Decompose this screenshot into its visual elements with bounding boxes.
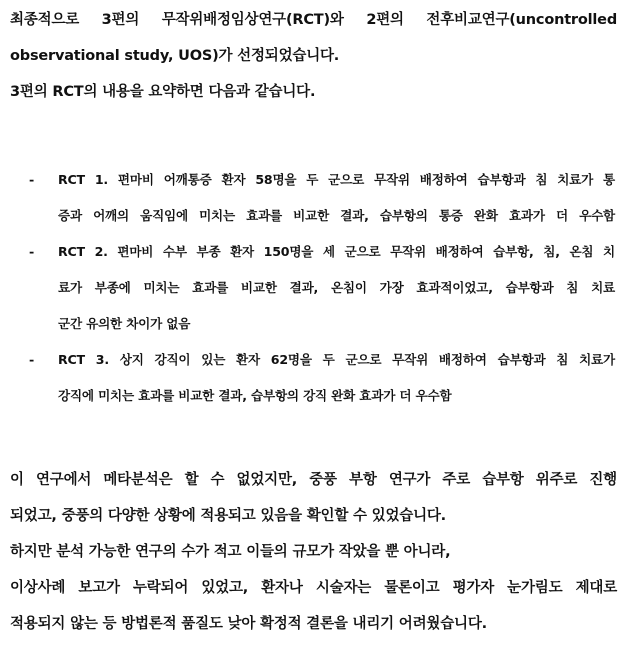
list-bullet-dash: - xyxy=(29,352,35,367)
list-bullet-dash: - xyxy=(29,244,35,259)
conclusion-line: 적용되지 않는 등 방법론적 품질도 낮아 확정적 결론을 내리기 어려웠습니다. xyxy=(10,616,487,632)
intro-line: observational study, UOS)가 선정되었습니다. xyxy=(10,48,340,64)
intro-line: 최종적으로 3편의 무작위배정임상연구(RCT)와 2편의 전후비교연구(uncontrolled xyxy=(10,12,617,28)
conclusion-line: 이상사례 보고가 누락되어 있었고, 환자나 시술자는 물론이고 평가자 눈가림도 제대로 xyxy=(10,580,617,596)
list-item-line: 군간 유의한 차이가 없음 xyxy=(58,316,191,331)
rct-summary-list xyxy=(0,162,629,414)
list-item-rct-3 xyxy=(0,342,629,414)
list-bullet-dash: - xyxy=(29,172,35,187)
conclusion-line: 되었고, 중풍의 다양한 상황에 적용되고 있음을 확인할 수 있었습니다. xyxy=(10,508,446,524)
conclusion-paragraph xyxy=(10,462,617,642)
intro-paragraph xyxy=(10,2,617,110)
list-item-line: 증과 어깨의 움직임에 미치는 효과를 비교한 결과, 습부항의 통증 완화 효과가 더 우수함 xyxy=(58,208,615,223)
list-item-line: RCT 3. 상지 강직이 있는 환자 62명을 두 군으로 무작위 배정하여 습부항과 침 치료가 xyxy=(58,352,615,367)
list-item-line: RCT 2. 편마비 수부 부종 환자 150명을 세 군으로 무작위 배정하여 습부항, 침, 온침 치 xyxy=(58,244,615,259)
conclusion-line: 하지만 분석 가능한 연구의 수가 적고 이들의 규모가 작았을 뿐 아니라, xyxy=(10,544,451,560)
conclusion-line: 이 연구에서 메타분석은 할 수 없었지만, 중풍 부항 연구가 주로 습부항 위주로 진행 xyxy=(10,472,617,488)
list-item-line: 강직에 미치는 효과를 비교한 결과, 습부항의 강직 완화 효과가 더 우수함 xyxy=(58,388,452,403)
list-item-line: 료가 부종에 미치는 효과를 비교한 결과, 온침이 가장 효과적이었고, 습부항과 침 치료 xyxy=(58,280,615,295)
list-item-rct-2 xyxy=(0,234,629,342)
list-item-rct-1 xyxy=(0,162,629,234)
list-item-line: RCT 1. 편마비 어깨통증 환자 58명을 두 군으로 무작위 배정하여 습부항과 침 치료가 통 xyxy=(58,172,615,187)
intro-line: 3편의 RCT의 내용을 요약하면 다음과 같습니다. xyxy=(10,84,316,100)
